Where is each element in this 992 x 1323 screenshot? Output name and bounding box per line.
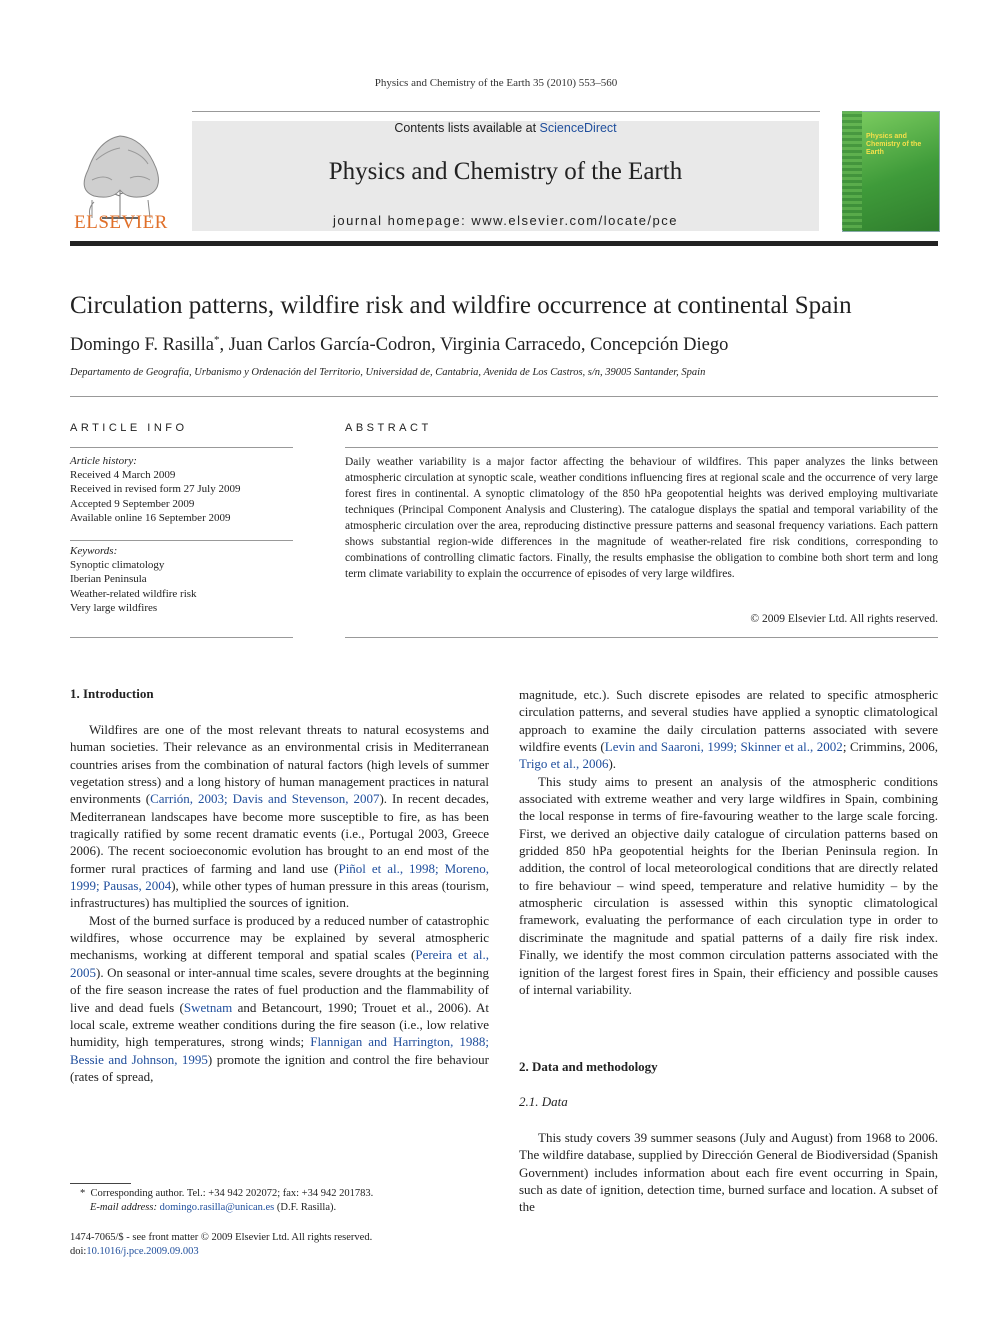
keywords-heading: Keywords: bbox=[70, 545, 118, 557]
doi-link[interactable]: 10.1016/j.pce.2009.09.003 bbox=[86, 1246, 199, 1257]
journal-cover-title: Physics and Chemistry of the Earth bbox=[866, 133, 922, 156]
keyword: Synoptic climatology bbox=[70, 559, 165, 572]
issn-line: 1474-7065/$ - see front matter © 2009 Elsevier Ltd. All rights reserved. bbox=[70, 1232, 373, 1243]
subsection-heading-data: 2.1. Data bbox=[519, 1094, 568, 1109]
reference-link[interactable]: Swetnam bbox=[183, 999, 233, 1015]
reference-link[interactable]: Pereira et al., 2005 bbox=[70, 947, 489, 980]
history-item: Accepted 9 September 2009 bbox=[70, 497, 195, 510]
sciencedirect-link[interactable]: ScienceDirect bbox=[539, 121, 617, 135]
reference-link[interactable]: Piñol et al., 1998; Moreno, 1999; Pausas, 2004 bbox=[70, 860, 489, 894]
text: ; Crimmins, 2006, bbox=[842, 739, 938, 755]
info-rule-1 bbox=[70, 447, 293, 448]
homepage-url-link[interactable]: www.elsevier.com/locate/pce bbox=[471, 213, 678, 228]
keyword: Weather-related wildfire risk bbox=[70, 587, 197, 600]
history-heading: Article history: bbox=[70, 455, 137, 467]
other-authors: , Juan Carlos García-Codron, Virginia Carracedo, Concepción Diego bbox=[219, 335, 729, 356]
author-1[interactable]: Domingo F. Rasilla bbox=[70, 335, 214, 356]
history-item: Received in revised form 27 July 2009 bbox=[70, 483, 241, 496]
text: ). In recent decades, Mediterranean landscapes have become more susceptible to fire, as has been tragically ratified by some recent dramatic events (i.e., Portugal 2003, Greece 2006). The recent socioeconomic evolution has brought to an end most of the former rural practices of farming and land use ( bbox=[70, 791, 489, 876]
reference-link[interactable]: Trigo et al., 2006 bbox=[519, 756, 609, 772]
corresponding-mark[interactable]: * bbox=[213, 334, 220, 346]
header-rule bbox=[192, 111, 820, 112]
section-heading-data-methodology: 2. Data and methodology bbox=[519, 1059, 658, 1074]
email-link[interactable]: domingo.rasilla@unican.es bbox=[159, 1202, 275, 1213]
keywords bbox=[70, 544, 293, 615]
reference-link[interactable]: Carrión, 2003; Davis and Stevenson, 2007 bbox=[150, 791, 380, 807]
text: ). bbox=[608, 756, 617, 772]
left-column bbox=[70, 721, 489, 1085]
section-heading-introduction: 1. Introduction bbox=[70, 686, 154, 701]
author-list bbox=[70, 334, 938, 356]
doi-label: doi: bbox=[70, 1246, 87, 1257]
keyword: Very large wildfires bbox=[70, 601, 158, 614]
contents-line bbox=[192, 121, 819, 135]
info-rule-3 bbox=[70, 637, 293, 638]
abstract-rule-1 bbox=[345, 447, 938, 448]
journal-homepage bbox=[192, 213, 819, 228]
footnote-rule bbox=[70, 1183, 131, 1184]
keyword: Iberian Peninsula bbox=[70, 573, 147, 586]
history-item: Available online 16 September 2009 bbox=[70, 511, 231, 524]
footnote-text: Corresponding author. Tel.: +34 942 202072; fax: +34 942 201783. bbox=[90, 1188, 374, 1199]
title-rule bbox=[70, 396, 938, 397]
homepage-prefix: journal homepage: bbox=[333, 213, 472, 228]
text: magnitude, etc.). Such discrete episodes are related to specific atmospheric circulation patterns, and several studies have applied a synoptic climatological approach to examine the daily circulation patterns associated with severe wildfire events ( bbox=[519, 687, 938, 755]
reference-link[interactable]: Levin and Saaroni, 1999; Skinner et al., 2002 bbox=[604, 739, 843, 755]
text: ). On seasonal or inter-annual time scales, severe droughts at the beginning of the fire season increase the rates of fuel production and the flammability of live and dead fuels ( bbox=[70, 964, 489, 1015]
email-suffix: (D.F. Rasilla). bbox=[274, 1202, 337, 1213]
text: ), while other types of human pressure in this areas (tourism, infrastructures) has multiplied the sources of ignition. bbox=[70, 878, 489, 911]
text: Most of the burned surface is produced by a reduced number of catastrophic wildfires, whose occurrence may be explained by several atmospheric mechanisms, working at different temporal and spatial scales ( bbox=[70, 912, 489, 963]
journal-title: Physics and Chemistry of the Earth bbox=[328, 158, 683, 185]
text: and Betancourt, 1990; Trouet et al., 2006). At local scale, extreme weather conditions during the fire season (i.e., low relative humidity, high temperatures, strong winds; bbox=[70, 999, 489, 1050]
abstract-label: ABSTRACT bbox=[345, 422, 432, 434]
abstract-text: Daily weather variability is a major factor affecting the behaviour of wildfires. This paper analyzes the links between atmospheric circulation at synoptic scale, weather conditions influencing fires at regional scale and the occurrence of very large forest fires in continental. A synoptic climatology of the 850 hPa geopotential heights was derived employing multivariate techniques (Principal Component Analysis and Clustering). The catalogue displays the spatial and temporal variability of the atmospheric circulation over the area, reproducing distinctive pressure patterns and seasonal frequency variations. Each pattern shows substantial region-wide differences in the magnitude of weather-related fire risk conditions, corresponding to combinations of controlling climatic factors. Finally, the results emphasise the obligation to combine both short term and long term climate variability to explain the occurrence of episodes of very large wildfires. bbox=[345, 456, 938, 580]
info-rule-2 bbox=[70, 540, 293, 541]
text: Wildfires are one of the most relevant threats to natural ecosystems and human societies. Their relevance as an environmental crisis in Mediterranean countries arises from the combination of natural factors (high levels of summer vegetation stress) and a long history of human management practices in natural environments ( bbox=[70, 722, 489, 807]
article-title: Circulation patterns, wildfire risk and wildfire occurrence at continental Spain bbox=[70, 292, 852, 319]
email-label: E-mail address: bbox=[90, 1202, 157, 1213]
abstract-rule-2 bbox=[345, 637, 938, 638]
right-column bbox=[519, 686, 938, 998]
footnote-mark: * bbox=[80, 1188, 86, 1199]
article-history bbox=[70, 454, 293, 525]
paragraph: This study aims to present an analysis of the atmospheric conditions associated with extreme weather and very large wildfires in Spain, combining the local response in terms of fire-favouring weather to the large scale forcing. First, we derived an objective daily catalogue of circulation patterns based on gridded 850 hPa geopotential heights for the Iberian Peninsula region. In addition, the control of local meteorological conditions that are directly related to fire behaviour – wind speed, temperature and relative humidity – by the atmospheric circulation is assessed within this synoptic climatological framework, evaluating the performance of each circulation type in order to discriminate the magnitude and spatial patterns of a daily fire risk index. Finally, we identify the most common circulation patterns associated with the ignition of the largest forest fires in Spain, their efficiency and possible causes of internal variability. bbox=[519, 773, 938, 997]
paragraph bbox=[70, 721, 489, 912]
abstract-copyright: © 2009 Elsevier Ltd. All rights reserved. bbox=[750, 613, 938, 625]
paragraph bbox=[519, 686, 938, 773]
history-item: Received 4 March 2009 bbox=[70, 469, 176, 482]
right-column-data bbox=[519, 1129, 938, 1216]
paragraph: This study covers 39 summer seasons (July and August) from 1968 to 2006. The wildfire database, supplied by Dirección General de Biodiversidad (Spanish Government) includes information about each fire event occurring in Spain, such as date of ignition, detection time, burned surface and location. A subset of the bbox=[519, 1130, 938, 1215]
paragraph bbox=[70, 912, 489, 1085]
journal-cover-stripe bbox=[842, 111, 862, 230]
text: ) promote the ignition and control the fire behaviour (rates of spread, bbox=[70, 1051, 489, 1084]
journal-citation: Physics and Chemistry of the Earth 35 (2010) 553–560 bbox=[374, 77, 618, 89]
contents-prefix: Contents lists available at bbox=[394, 121, 540, 135]
header-thick-rule bbox=[70, 241, 938, 246]
reference-link[interactable]: Flannigan and Harrington, 1988; Bessie and Johnson, 1995 bbox=[70, 1034, 489, 1067]
article-info-label: ARTICLE INFO bbox=[70, 422, 188, 434]
front-matter bbox=[70, 1231, 500, 1259]
elsevier-wordmark: ELSEVIER bbox=[74, 212, 168, 233]
affiliation: Departamento de Geografía, Urbanismo y Ordenación del Territorio, Universidad de, Cantabria, Avenida de Los Castros, s/n, 39005 Santander, Spain bbox=[70, 367, 706, 378]
corresponding-footnote bbox=[80, 1187, 500, 1215]
